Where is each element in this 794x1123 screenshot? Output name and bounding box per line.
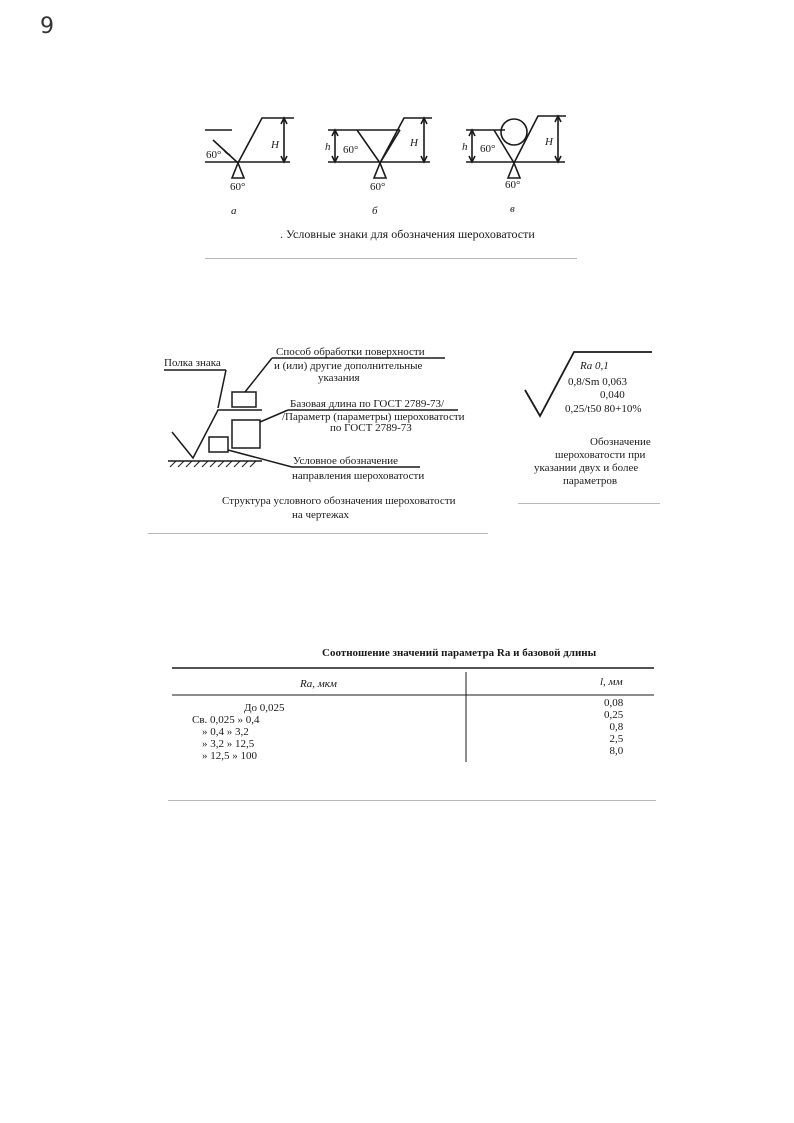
symbol-a	[205, 118, 294, 178]
table-l-column	[604, 697, 623, 757]
table-row-ra: » 3,2 » 12,5	[202, 738, 255, 750]
multi-caption-line3: указании двух и более	[534, 462, 639, 474]
method-line2: и (или) другие дополнительные	[274, 360, 423, 372]
table-row-l: 0,8	[609, 721, 624, 733]
table-row-l: 8,0	[609, 745, 624, 757]
param-line4: 0,25/t50 80+10%	[565, 403, 642, 415]
base-line3: по ГОСТ 2789-73	[330, 422, 412, 434]
method-line1: Способ обработки поверхности	[276, 346, 425, 358]
table-row-l: 2,5	[609, 733, 624, 745]
angle-label-b: 60°	[343, 144, 359, 156]
param-line3: 0,040	[600, 389, 625, 401]
table-row-l: 0,25	[604, 709, 624, 721]
polka-label: Полка знака	[164, 357, 221, 369]
table-row-ra: До 0,025	[244, 702, 285, 714]
separator-1	[205, 258, 577, 259]
separator-4	[168, 800, 656, 801]
table-title: Соотношение значений параметра Ra и базовой длины	[322, 647, 597, 659]
angle-label-a: 60°	[206, 149, 222, 161]
small-h-label-b: h	[325, 141, 331, 153]
structure-caption-line1: Структура условного обозначения шероховатости	[222, 495, 456, 507]
page-number: 9	[40, 14, 54, 39]
figure1-caption: . Условные знаки для обозначения шероховатости	[280, 227, 535, 241]
label-v: в	[510, 203, 515, 215]
table-row-ra: Св. 0,025 » 0,4	[192, 714, 260, 726]
param-line1: Ra 0,1	[580, 360, 609, 372]
label-a: а	[231, 205, 237, 217]
multi-caption-line2: шероховатости при	[555, 449, 646, 461]
table-header-ra: Ra, мкм	[300, 678, 337, 690]
separator-2	[148, 533, 488, 534]
separator-3	[518, 503, 660, 504]
height-label-a: H	[271, 139, 279, 151]
param-line2: 0,8/Sm 0,063	[568, 376, 627, 388]
table-header-l: l, мм	[600, 676, 623, 688]
small-h-label-v: h	[462, 141, 468, 153]
label-b: б	[372, 205, 378, 217]
angle-label-v-bottom: 60°	[505, 179, 521, 191]
dir-line1: Условное обозначение	[293, 455, 399, 467]
surface-hatching	[170, 461, 256, 467]
base-line2: /Параметр (параметры) шероховатости	[282, 411, 465, 423]
dir-line2: направления шероховатости	[292, 470, 425, 482]
table-row-ra: » 12,5 » 100	[202, 750, 257, 762]
table-row-l: 0,08	[604, 697, 624, 709]
structure-caption-line2: на чертежах	[292, 509, 349, 521]
base-line1: Базовая длина по ГОСТ 2789-73/	[290, 398, 445, 410]
table-ra-column	[192, 702, 285, 762]
table-row-ra: » 0,4 » 3,2	[202, 726, 249, 738]
method-line3: указания	[318, 372, 360, 384]
multi-caption-line4: параметров	[563, 475, 618, 487]
angle-label-b-bottom: 60°	[370, 181, 386, 193]
height-label-b: H	[410, 137, 418, 149]
multi-caption-line1: Обозначение	[590, 436, 651, 448]
angle-label-a-bottom: 60°	[230, 181, 246, 193]
angle-label-v: 60°	[480, 143, 496, 155]
height-label-v: H	[545, 136, 553, 148]
